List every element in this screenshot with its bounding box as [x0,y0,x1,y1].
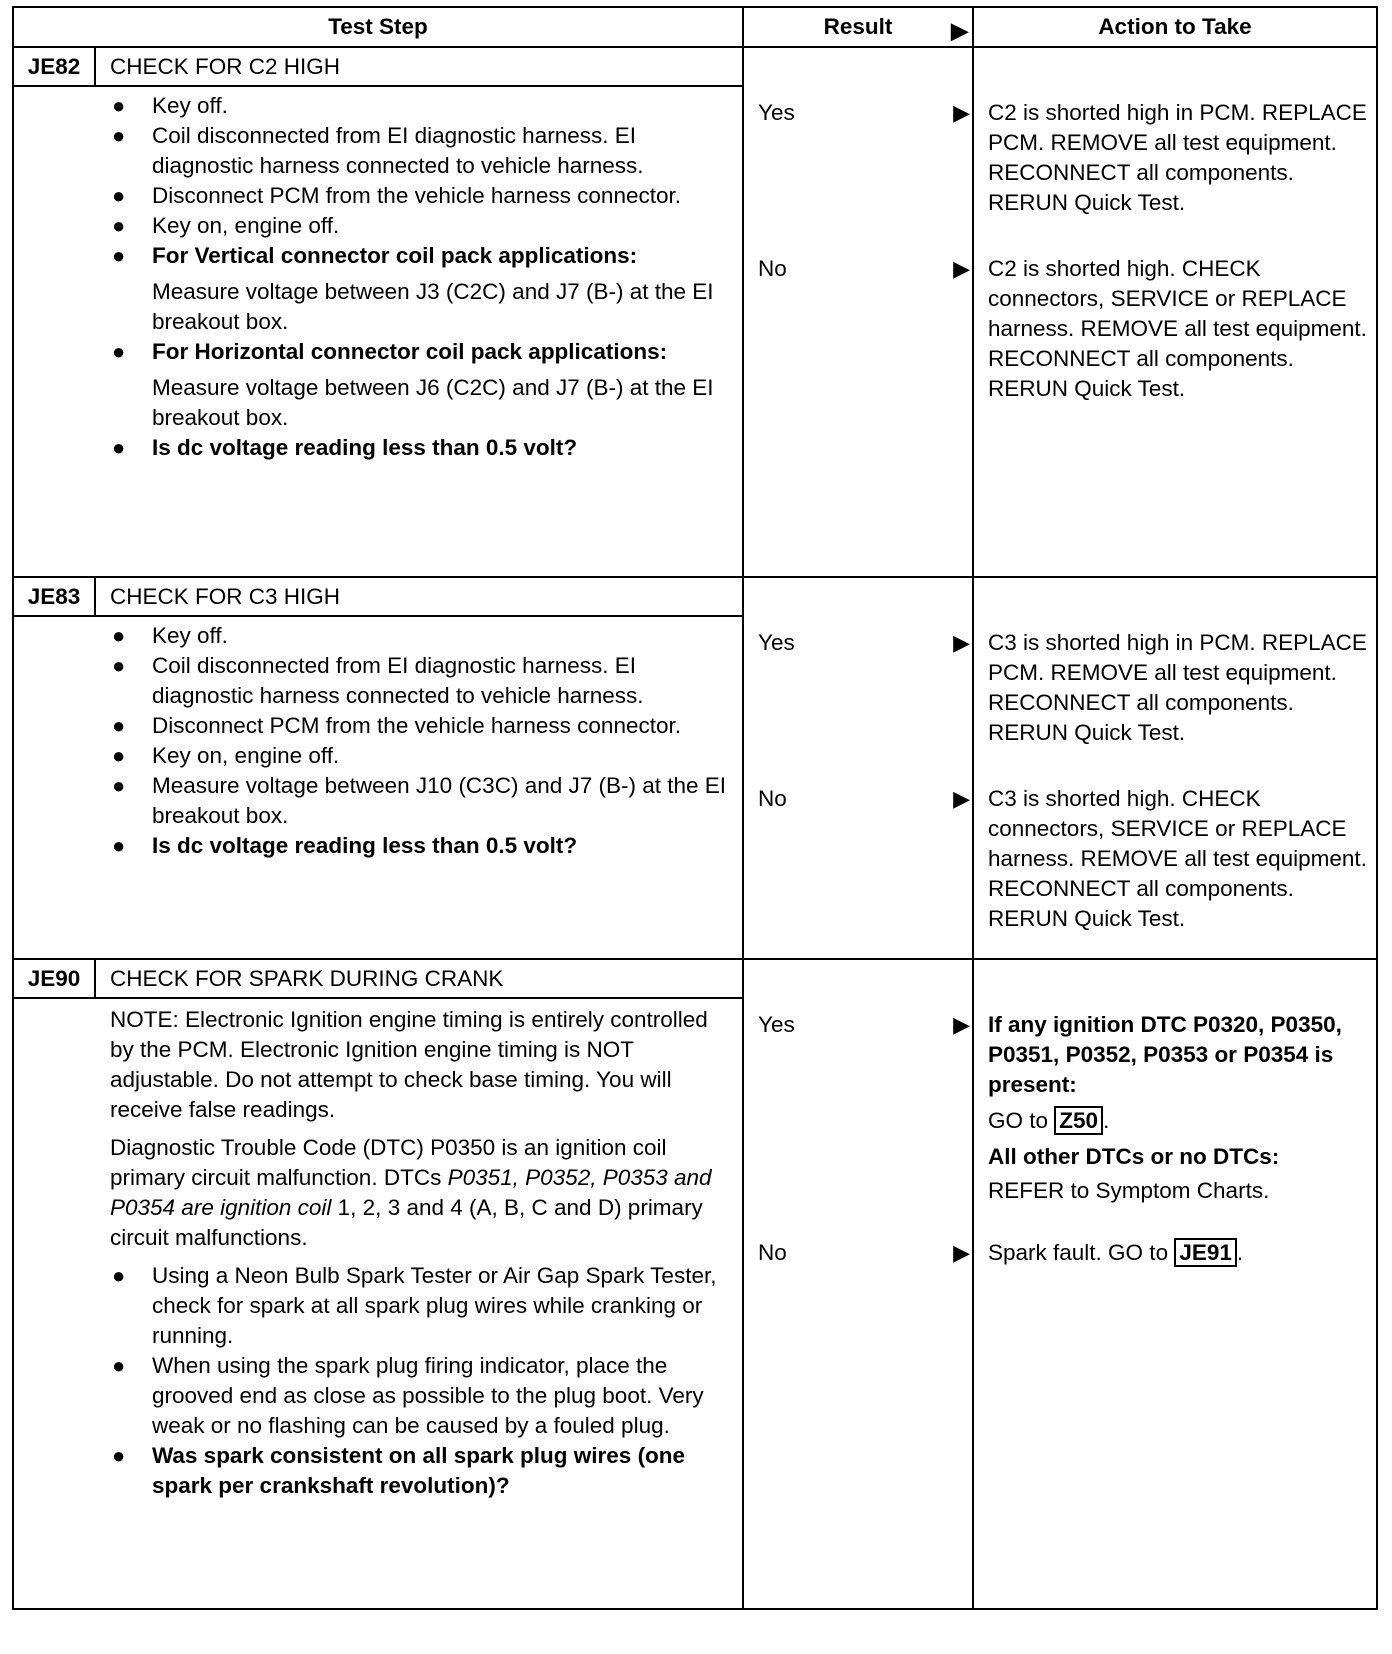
arrow-icon: ▶ [953,100,970,125]
goto-suffix: . [1103,1108,1110,1133]
header-action: Action to Take [973,7,1377,47]
table-header-row [13,7,1377,47]
bullet-item [14,1351,734,1441]
step-title: CHECK FOR SPARK DURING CRANK [110,965,504,991]
bullet-item [14,1261,734,1351]
bullet-text: Disconnect PCM from the vehicle harness connector. [152,713,681,738]
bullet-text: Disconnect PCM from the vehicle harness connector. [152,183,681,208]
arrow-icon: ▶ [951,18,968,43]
arrow-icon: ▶ [953,256,970,281]
step-title: CHECK FOR C2 HIGH [110,53,341,79]
action-yes: C2 is shorted high in PCM. REPLACE PCM. REMOVE all test equipment. RECONNECT all components. RERUN Quick Test. [988,100,1367,215]
bullet-text: Using a Neon Bulb Spark Tester or Air Gap Spark Tester, check for spark at all spark plug wires while cranking or running. [152,1263,717,1348]
diagnostic-table [12,6,1378,1610]
result-yes: Yes [758,1012,795,1037]
goto-line [988,1106,1372,1136]
result-yes: Yes [758,100,795,125]
bullet-icon: ● [112,1443,126,1468]
bullet-text: For Horizontal connector coil pack applications: [152,339,668,364]
action-yes: C3 is shorted high in PCM. REPLACE PCM. REMOVE all test equipment. RECONNECT all components. RERUN Quick Test. [988,630,1367,745]
bullet-text: For Vertical connector coil pack applications: [152,243,638,268]
dtc-text: 1, 2, 3 and 4 (A, B, C and D) primary circuit malfunctions. [110,1195,703,1250]
bullet-item [14,711,734,741]
bullet-icon: ● [112,743,126,768]
bullet-item [14,621,734,651]
step-cell-je83 [13,577,743,959]
bullet-item [14,651,734,711]
question-text: Is dc voltage reading less than 0.5 volt? [152,833,578,858]
step-title: CHECK FOR C3 HIGH [110,583,341,609]
step-cell-je82 [13,47,743,577]
bullet-text: Measure voltage between J10 (C3C) and J7 (B-) at the EI breakout box. [152,773,727,828]
bullet-icon: ● [112,623,126,648]
goto-z50-link[interactable]: Z50 [1054,1106,1103,1135]
bullet-icon: ● [112,1353,126,1378]
bullet-item [14,1441,734,1501]
bullet-text: Key on, engine off. [152,213,340,238]
result-no: No [758,1240,787,1265]
bullet-item [14,337,734,367]
bullet-item [14,741,734,771]
step-id: JE90 [14,960,96,997]
bullet-icon: ● [112,435,126,460]
bullet-icon: ● [112,93,126,118]
result-cell-je82 [743,47,973,577]
step-id: JE83 [14,578,96,615]
diagnostic-page [12,6,1376,1646]
step-header [14,960,742,999]
bullet-icon: ● [112,713,126,738]
header-test-step: Test Step [13,7,743,47]
step-cell-je90 [13,959,743,1609]
arrow-icon: ▶ [953,786,970,811]
dtc-text: Diagnostic Trouble Code (DTC) P0350 is an ignition coil primary circuit malfunction. DTCs [110,1135,667,1190]
other-condition-text: All other DTCs or no DTCs: [988,1144,1280,1169]
no-action-suffix: . [1236,1240,1244,1265]
bullet-text: When using the spark plug firing indicator, place the grooved end as close as possible to the plug boot. Very weak or no flashing can be caused by a fouled plug. [152,1353,704,1438]
bullet-text: Coil disconnected from EI diagnostic harness. EI diagnostic harness connected to vehicle harness. [152,123,644,178]
step-row-je82 [13,47,1377,577]
bullet-text: Key off. [152,623,228,648]
bullet-text: Key off. [152,93,228,118]
bullet-item [14,91,734,121]
header-result [743,7,973,47]
bullet-item [14,241,734,271]
instruction-text: Measure voltage between J3 (C2C) and J7 (B-) at the EI breakout box. [152,279,714,334]
goto-prefix: GO to [988,1108,1055,1133]
bullet-item [14,771,734,831]
bullet-item [14,121,734,181]
question-text: Was spark consistent on all spark plug wires (one spark per crankshaft revolution)? [152,1443,686,1498]
bullet-icon: ● [112,653,126,678]
condition-text: If any ignition DTC P0320, P0350, P0351, P0352, P0353 or P0354 is present: [988,1012,1342,1097]
other-action-text: REFER to Symptom Charts. [988,1178,1270,1203]
action-no [988,1238,1372,1268]
bullet-item [14,433,734,463]
arrow-icon: ▶ [953,1240,970,1265]
dtc-codes-text: P0351, P0352, P0353 and P0354 are ignition coil [110,1165,712,1220]
action-cell-je83 [973,577,1377,959]
action-cell-je90 [973,959,1377,1609]
bullet-icon: ● [112,243,126,268]
arrow-icon: ▶ [953,1012,970,1037]
step-id: JE82 [14,48,96,85]
note-text: NOTE: Electronic Ignition engine timing is entirely controlled by the PCM. Electronic Ignition engine timing is NOT adjustable. Do not attempt to check base timing. You will receive false readings. [110,1007,708,1122]
bullet-icon: ● [112,833,126,858]
result-no: No [758,256,787,281]
bullet-text: Coil disconnected from EI diagnostic harness. EI diagnostic harness connected to vehicle harness. [152,653,644,708]
dtc-description [14,1133,734,1253]
bullet-icon: ● [112,1263,126,1288]
header-result-label: Result [823,14,893,39]
result-yes: Yes [758,630,795,655]
result-cell-je83 [743,577,973,959]
bullet-text: Key on, engine off. [152,743,340,768]
bullet-item [14,831,734,861]
action-yes [988,1010,1372,1206]
step-row-je90 [13,959,1377,1609]
step-header [14,578,742,617]
bullet-icon: ● [112,773,126,798]
bullet-icon: ● [112,183,126,208]
bullet-item [14,211,734,241]
action-cell-je82 [973,47,1377,577]
no-action-prefix: Spark fault. GO to [988,1240,1175,1265]
bullet-icon: ● [112,339,126,364]
bullet-item [14,181,734,211]
bullet-icon: ● [112,123,126,148]
step-row-je83 [13,577,1377,959]
goto-je91-link[interactable]: JE91 [1174,1238,1237,1267]
result-cell-je90 [743,959,973,1609]
action-no: C2 is shorted high. CHECK connectors, SERVICE or REPLACE harness. REMOVE all test equipment. RECONNECT all components. RERUN Quick Test. [988,256,1367,401]
question-text: Is dc voltage reading less than 0.5 volt? [152,435,578,460]
step-header [14,48,742,87]
bullet-icon: ● [112,213,126,238]
result-no: No [758,786,787,811]
arrow-icon: ▶ [953,630,970,655]
instruction-text: Measure voltage between J6 (C2C) and J7 (B-) at the EI breakout box. [152,375,714,430]
action-no: C3 is shorted high. CHECK connectors, SERVICE or REPLACE harness. REMOVE all test equipment. RECONNECT all components. RERUN Quick Test. [988,786,1367,931]
